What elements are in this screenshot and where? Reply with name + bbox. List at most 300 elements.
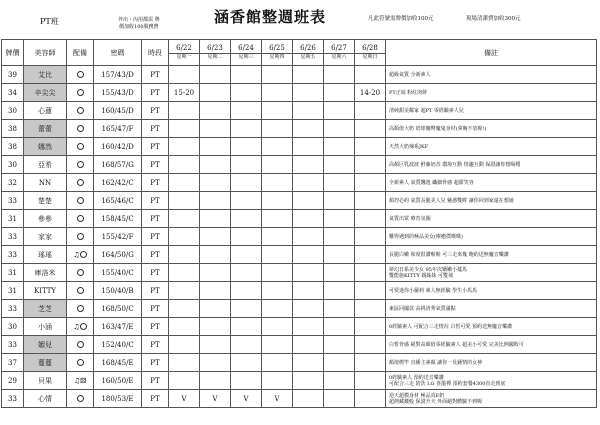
- day-cell: [262, 300, 293, 318]
- day-cell: [169, 372, 200, 390]
- day-date: 6/28: [362, 44, 378, 52]
- period-cell: PT: [142, 282, 169, 300]
- day-cell: [355, 264, 386, 282]
- day-cell: [262, 318, 293, 336]
- day-date: 6/25: [269, 44, 285, 52]
- circle-icon: [77, 125, 84, 132]
- table-row: [2, 300, 597, 318]
- tag-cell: [67, 84, 94, 102]
- remarks-cell: 0經驗素人 預約送音樂讚 可配合三走 陪洗 LG 喜龍禪 預約套餐4300直走到底: [386, 372, 597, 390]
- circle-icon: [80, 251, 87, 258]
- beautician-name: 蕾蕾: [24, 120, 67, 138]
- day-cell: V: [231, 390, 262, 408]
- circle-icon: [77, 305, 84, 312]
- day-cell: [324, 156, 355, 174]
- tag-cell: [67, 192, 94, 210]
- day-cell: [355, 282, 386, 300]
- day-cell: [169, 300, 200, 318]
- day-cell: [355, 120, 386, 138]
- beautician-name: 瑤瑤: [24, 246, 67, 264]
- tag-cell: [67, 372, 94, 390]
- table-row: [2, 138, 597, 156]
- period-cell: PT: [142, 66, 169, 84]
- day-cell: [355, 156, 386, 174]
- period-cell: PT: [142, 228, 169, 246]
- day-cell: [200, 372, 231, 390]
- day-cell: [169, 336, 200, 354]
- circle-icon: [77, 161, 84, 168]
- day-cell: [169, 120, 200, 138]
- day-cell: [262, 192, 293, 210]
- price-cell: 31: [2, 264, 24, 282]
- remarks-cell: 高顏值大奶 奶球翹臀魔鬼身材(拿胸不放喔!): [386, 120, 597, 138]
- day-cell: [355, 336, 386, 354]
- price-cell: 39: [2, 66, 24, 84]
- tag-cell: [67, 138, 94, 156]
- price-cell: 38: [2, 138, 24, 156]
- code-cell: 168/45/E: [94, 354, 142, 372]
- day-weekday: 星期日: [355, 53, 385, 61]
- tag-cell: [67, 246, 94, 264]
- beautician-name: KITTY: [24, 282, 67, 300]
- day-cell: [200, 354, 231, 372]
- price-cell: 33: [2, 228, 24, 246]
- code-cell: 165/47/F: [94, 120, 142, 138]
- day-cell: [293, 300, 324, 318]
- day-date: 6/22: [176, 44, 192, 52]
- beautician-name: 蔓蔓: [24, 354, 67, 372]
- day-weekday: 星期五: [293, 53, 323, 61]
- price-cell: 38: [2, 120, 24, 138]
- day-cell: [355, 390, 386, 408]
- day-cell: [169, 174, 200, 192]
- beautician-name: 小涵: [24, 318, 67, 336]
- circle-icon: [77, 71, 84, 78]
- day-weekday: 星期四: [262, 53, 292, 61]
- circle-icon: [77, 359, 84, 366]
- day-cell: [169, 264, 200, 282]
- day-cell: [355, 300, 386, 318]
- day-cell: [262, 282, 293, 300]
- price-cell: 33: [2, 300, 24, 318]
- day-cell: [355, 246, 386, 264]
- remarks-cell: 天然大奶辣系JKF: [386, 138, 597, 156]
- table-row: [2, 156, 597, 174]
- day-weekday: 星期三: [231, 53, 261, 61]
- code-cell: 155/43/D: [94, 84, 142, 102]
- remarks-cell: 夢幻日系美少女 95年次嬌嫩小蔓馬 雙能施KITTY 親姊妹 可雙飛: [386, 264, 597, 282]
- day-cell: [324, 282, 355, 300]
- schedule-table: [1, 39, 597, 408]
- day-cell: [169, 66, 200, 84]
- price-cell: 33: [2, 390, 24, 408]
- remarks-cell: 全新素人 氣質飄逸 纖細骨感 超甜笑容: [386, 174, 597, 192]
- day-cell: [169, 282, 200, 300]
- beautician-name: 貝果: [24, 372, 67, 390]
- beautician-name: 亞希: [24, 156, 67, 174]
- table-row: [2, 228, 597, 246]
- remarks-cell: 清純甜美鄰家 超PT 零經驗素人兒: [386, 102, 597, 120]
- table-row: [2, 318, 597, 336]
- day-cell: [231, 156, 262, 174]
- day-cell: [355, 192, 386, 210]
- day-cell: [200, 120, 231, 138]
- day-cell: [200, 336, 231, 354]
- day-cell: [169, 102, 200, 120]
- col-header-remarks: 備註: [386, 40, 597, 66]
- beautician-name: NN: [24, 174, 67, 192]
- price-cell: 31: [2, 282, 24, 300]
- day-cell: [169, 156, 200, 174]
- day-cell: [293, 246, 324, 264]
- tag-cell: [67, 300, 94, 318]
- code-cell: 160/42/D: [94, 138, 142, 156]
- day-cell: 14-20: [355, 84, 386, 102]
- period-cell: PT: [142, 336, 169, 354]
- period-cell: PT: [142, 300, 169, 318]
- day-cell: [293, 264, 324, 282]
- beautician-name: 心情: [24, 390, 67, 408]
- period-cell: PT: [142, 210, 169, 228]
- day-cell: [293, 174, 324, 192]
- period-cell: PT: [142, 246, 169, 264]
- day-cell: [293, 192, 324, 210]
- col-header-tag: 配備: [67, 40, 94, 66]
- col-header-price: 牌價: [2, 40, 24, 66]
- day-cell: [293, 102, 324, 120]
- day-cell: [355, 318, 386, 336]
- remarks-cell: 顏控必約 氣質長腿美人兒 魅惑雙眸 讓你回到家還在想她: [386, 192, 597, 210]
- beautician-name: 楚楚: [24, 192, 67, 210]
- day-cell: [200, 282, 231, 300]
- day-date: 6/26: [300, 44, 316, 52]
- day-cell: [200, 174, 231, 192]
- day-cell: [231, 138, 262, 156]
- beautician-name: 庫洛米: [24, 264, 67, 282]
- remarks-cell: 超級氣質 全新素人: [386, 66, 597, 84]
- day-cell: [200, 300, 231, 318]
- day-cell: [262, 156, 293, 174]
- period-cell: PT: [142, 354, 169, 372]
- header-notes: [118, 17, 160, 31]
- header-note-line2: 價加收100服務費: [119, 24, 159, 30]
- circle-icon: [77, 143, 84, 150]
- table-row: [2, 210, 597, 228]
- day-cell: [200, 210, 231, 228]
- day-cell: [200, 318, 231, 336]
- day-cell: V: [262, 390, 293, 408]
- day-cell: [200, 66, 231, 84]
- period-cell: PT: [142, 138, 169, 156]
- tag-cell: [67, 390, 94, 408]
- day-cell: [324, 102, 355, 120]
- schedule-rows: [2, 66, 597, 408]
- day-cell: [324, 192, 355, 210]
- day-cell: [324, 264, 355, 282]
- beautician-name: 參參: [24, 210, 67, 228]
- period-cell: PT: [142, 264, 169, 282]
- tag-cell: [67, 120, 94, 138]
- remarks-cell: 高顏巨乳波波 鮮藤奶昔 環境互動 情趣互動 保證讓你想喝穩: [386, 156, 597, 174]
- circle-icon: [77, 269, 84, 276]
- code-cell: 164/50/G: [94, 246, 142, 264]
- day-cell: [262, 138, 293, 156]
- day-cell: [355, 66, 386, 84]
- tag-cell: [67, 318, 94, 336]
- day-cell: [200, 138, 231, 156]
- day-cell: [293, 354, 324, 372]
- music-note-icon: ♫: [73, 376, 81, 385]
- day-cell: [355, 210, 386, 228]
- price-cell: 34: [2, 84, 24, 102]
- day-cell: [231, 84, 262, 102]
- circle-icon: [77, 341, 84, 348]
- day-cell: [262, 246, 293, 264]
- day-cell: [293, 156, 324, 174]
- price-cell: 33: [2, 336, 24, 354]
- day-cell: [231, 228, 262, 246]
- remarks-cell: 長腿白嫩 和度很讚喔喔 可三走來幾 飽約送無魔音樂讚: [386, 246, 597, 264]
- day-cell: [231, 300, 262, 318]
- day-cell: [293, 390, 324, 408]
- tag-cell: [67, 282, 94, 300]
- price-cell: 30: [2, 318, 24, 336]
- day-cell: [293, 318, 324, 336]
- code-cell: 168/50/C: [94, 300, 142, 318]
- circle-icon: [77, 197, 84, 204]
- col-header-code: 密碼: [94, 40, 142, 66]
- day-cell: [231, 66, 262, 84]
- day-cell: [169, 192, 200, 210]
- day-cell: [231, 192, 262, 210]
- remarks-cell: 逆天超模身材 極品真E奶 超熱藏錢般 保證升天 外面絕對體驗不到喔: [386, 390, 597, 408]
- tag-cell: [67, 210, 94, 228]
- period-cell: PT: [142, 318, 169, 336]
- circle-icon: [77, 215, 84, 222]
- day-date: 6/23: [207, 44, 223, 52]
- day-cell: [200, 264, 231, 282]
- day-cell: [324, 246, 355, 264]
- col-header-day-3: [231, 40, 262, 66]
- remarks-cell: 東區回國款 高挑清秀氣質滿點: [386, 300, 597, 318]
- day-cell: [262, 84, 293, 102]
- col-header-day-7: [355, 40, 386, 66]
- col-header-day-6: [324, 40, 355, 66]
- beautician-name: 辛尖尖: [24, 84, 67, 102]
- remarks-cell: 氣質出眾 療育氛圍: [386, 210, 597, 228]
- period-cell: PT: [142, 174, 169, 192]
- day-cell: [231, 246, 262, 264]
- col-header-day-1: [169, 40, 200, 66]
- table-row: [2, 246, 597, 264]
- day-cell: [324, 84, 355, 102]
- table-row: [2, 84, 597, 102]
- day-date: 6/24: [238, 44, 254, 52]
- tag-cell: [67, 156, 94, 174]
- day-cell: [262, 264, 293, 282]
- header-note-line1: 外出・內用都需 牌: [118, 17, 160, 23]
- day-cell: [200, 156, 231, 174]
- price-cell: 29: [2, 372, 24, 390]
- price-cell: 30: [2, 156, 24, 174]
- circle-icon: [77, 179, 84, 186]
- tag-cell: [67, 354, 94, 372]
- col-header-day-5: [293, 40, 324, 66]
- day-cell: [293, 138, 324, 156]
- table-row: [2, 354, 597, 372]
- day-cell: [200, 102, 231, 120]
- remarks-cell: 0經驗素人 可配合三走情況 白皙可愛 預約送無魔音樂讚: [386, 318, 597, 336]
- day-cell: [169, 210, 200, 228]
- day-cell: [231, 372, 262, 390]
- day-cell: [169, 318, 200, 336]
- beautician-name: 娜然: [24, 138, 67, 156]
- code-cell: 160/50/E: [94, 372, 142, 390]
- code-cell: 158/45/C: [94, 210, 142, 228]
- circle-icon: [77, 287, 84, 294]
- surcharge-rule-1: 凡此符號需牌價加收100元: [368, 16, 434, 22]
- music-note-icon: ♫: [73, 250, 80, 259]
- tag-cell: [67, 174, 94, 192]
- day-cell: [355, 138, 386, 156]
- code-cell: 157/43/D: [94, 66, 142, 84]
- remarks-cell: 白皙骨感 絕對高顏值零經驗素人 超美小可愛 完美比例國敗可: [386, 336, 597, 354]
- col-header-period: 時段: [142, 40, 169, 66]
- day-cell: [231, 264, 262, 282]
- table-row: [2, 192, 597, 210]
- day-cell: [231, 318, 262, 336]
- day-cell: [324, 228, 355, 246]
- day-cell: [355, 228, 386, 246]
- remarks-cell: 難得遇到的極品美女(療癒撲嘆嘆): [386, 228, 597, 246]
- page-title: 涵香館整週班表: [214, 8, 327, 26]
- code-cell: 180/53/E: [94, 390, 142, 408]
- code-cell: 150/40/B: [94, 282, 142, 300]
- surcharge-rule-2: 現場清潔費加收300元: [466, 16, 521, 22]
- beautician-name: 家家: [24, 228, 67, 246]
- circle-icon: [77, 107, 84, 114]
- day-cell: [262, 336, 293, 354]
- day-cell: [169, 246, 200, 264]
- day-cell: [324, 318, 355, 336]
- col-header-beautician: 美容師: [24, 40, 67, 66]
- day-cell: [293, 336, 324, 354]
- day-cell: [200, 84, 231, 102]
- day-cell: [293, 372, 324, 390]
- day-cell: [169, 138, 200, 156]
- remarks-cell: PT正妹 粉紅肉蚌: [386, 84, 597, 102]
- circle-icon: [77, 395, 84, 402]
- day-cell: [355, 372, 386, 390]
- tag-cell: [67, 102, 94, 120]
- col-header-day-2: [200, 40, 231, 66]
- period-cell: PT: [142, 372, 169, 390]
- day-cell: [324, 336, 355, 354]
- code-cell: 163/47/E: [94, 318, 142, 336]
- day-cell: [169, 228, 200, 246]
- day-cell: [231, 210, 262, 228]
- remarks-cell: 可愛迷你小蘿莉 素人無經驗 學生小馬馬: [386, 282, 597, 300]
- day-cell: [293, 120, 324, 138]
- day-cell: [324, 300, 355, 318]
- day-cell: [262, 120, 293, 138]
- col-header-day-4: [262, 40, 293, 66]
- tag-cell: [67, 264, 94, 282]
- period-cell: PT: [142, 84, 169, 102]
- day-cell: [324, 120, 355, 138]
- table-row: [2, 264, 597, 282]
- price-cell: 31: [2, 210, 24, 228]
- day-cell: [324, 138, 355, 156]
- day-cell: [324, 174, 355, 192]
- day-cell: [324, 372, 355, 390]
- day-cell: [262, 372, 293, 390]
- table-row: [2, 174, 597, 192]
- period-cell: PT: [142, 102, 169, 120]
- price-cell: 33: [2, 246, 24, 264]
- price-cell: 30: [2, 102, 24, 120]
- day-cell: [324, 354, 355, 372]
- dice-icon: ⚄: [80, 376, 87, 385]
- table-row: [2, 120, 597, 138]
- day-cell: [355, 354, 386, 372]
- code-cell: 168/57/G: [94, 156, 142, 174]
- period-cell: PT: [142, 120, 169, 138]
- circle-icon: [77, 233, 84, 240]
- branch-label: PT班: [40, 17, 59, 26]
- circle-icon: [80, 323, 87, 330]
- code-cell: 160/45/D: [94, 102, 142, 120]
- period-cell: PT: [142, 192, 169, 210]
- day-cell: [200, 228, 231, 246]
- code-cell: 162/42/C: [94, 174, 142, 192]
- remarks-cell: 顏值標竿 直播主素顏 讓你一見鍾情的女神: [386, 354, 597, 372]
- price-cell: 33: [2, 192, 24, 210]
- day-cell: [200, 246, 231, 264]
- beautician-name: 心蓮: [24, 102, 67, 120]
- code-cell: 152/40/C: [94, 336, 142, 354]
- beautician-name: 媚兒: [24, 336, 67, 354]
- day-cell: [293, 210, 324, 228]
- period-cell: PT: [142, 156, 169, 174]
- tag-cell: [67, 228, 94, 246]
- music-note-icon: ♫: [73, 322, 80, 331]
- day-weekday: 星期六: [324, 53, 354, 61]
- beautician-name: 芝芝: [24, 300, 67, 318]
- period-cell: PT: [142, 390, 169, 408]
- code-cell: 155/40/C: [94, 264, 142, 282]
- day-cell: [231, 120, 262, 138]
- day-cell: [262, 354, 293, 372]
- day-cell: [262, 210, 293, 228]
- day-cell: [169, 354, 200, 372]
- day-cell: [355, 102, 386, 120]
- day-cell: [324, 210, 355, 228]
- table-row: [2, 282, 597, 300]
- day-cell: [324, 390, 355, 408]
- price-cell: 37: [2, 354, 24, 372]
- day-cell: [231, 174, 262, 192]
- day-cell: [231, 336, 262, 354]
- day-cell: [293, 282, 324, 300]
- day-weekday: 星期二: [200, 53, 230, 61]
- day-cell: [293, 84, 324, 102]
- day-cell: [262, 174, 293, 192]
- tag-cell: [67, 66, 94, 84]
- code-cell: 165/46/C: [94, 192, 142, 210]
- beautician-name: 艾比: [24, 66, 67, 84]
- table-row: [2, 66, 597, 84]
